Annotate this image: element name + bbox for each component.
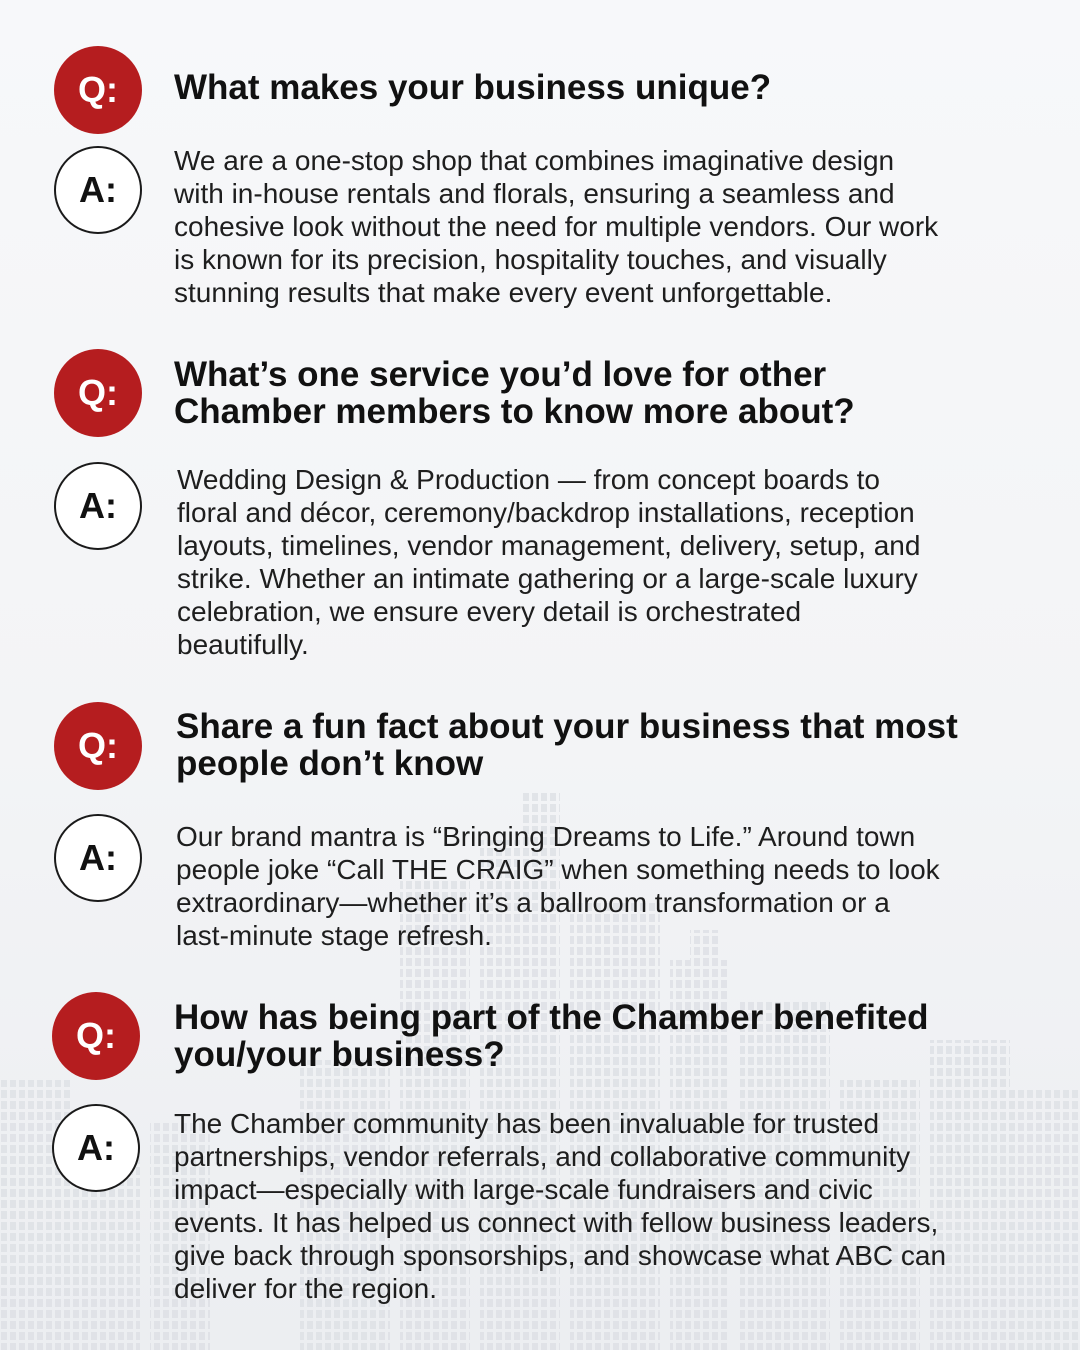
answer-line: stunning results that make every event unforgettable. xyxy=(174,277,833,308)
answer-line: beautifully. xyxy=(177,629,309,660)
answer-line: is known for its precision, hospitality touches, and visually xyxy=(174,244,887,275)
question-line: Chamber members to know more about? xyxy=(174,392,855,431)
answer-text xyxy=(177,463,1037,661)
answer-line: people joke “Call THE CRAIG” when something needs to look xyxy=(176,854,940,885)
answer-badge: A: xyxy=(54,146,142,234)
answer-badge: A: xyxy=(52,1104,140,1192)
answer-line: We are a one-stop shop that combines imaginative design xyxy=(174,145,895,176)
question-line: people don’t know xyxy=(176,744,484,783)
question-line: What’s one service you’d love for other xyxy=(174,355,827,394)
answer-line: celebration, we ensure every detail is orchestrated xyxy=(177,596,802,627)
question-badge: Q: xyxy=(54,702,142,790)
answer-line: extraordinary—whether it’s a ballroom transformation or a xyxy=(176,887,890,918)
question-text xyxy=(174,999,1024,1073)
answer-line: with in-house rentals and florals, ensuring a seamless and xyxy=(174,178,895,209)
question-badge: Q: xyxy=(54,46,142,134)
answer-line: layouts, timelines, vendor management, delivery, setup, and xyxy=(177,530,921,561)
answer-line: strike. Whether an intimate gathering or a large-scale luxury xyxy=(177,563,918,594)
answer-badge: A: xyxy=(54,814,142,902)
answer-line: Our brand mantra is “Bringing Dreams to Life.” Around town xyxy=(176,821,916,852)
question-line: What makes your business unique? xyxy=(174,68,772,107)
answer-text xyxy=(176,820,1036,952)
answer-line: deliver for the region. xyxy=(174,1273,438,1304)
question-line: you/your business? xyxy=(174,1035,505,1074)
question-badge: Q: xyxy=(52,992,140,1080)
question-line: How has being part of the Chamber benefited xyxy=(174,998,929,1037)
answer-line: partnerships, vendor referrals, and collaborative community xyxy=(174,1141,911,1172)
question-badge: Q: xyxy=(54,349,142,437)
question-text xyxy=(174,69,1024,106)
answer-line: last-minute stage refresh. xyxy=(176,920,492,951)
answer-line: give back through sponsorships, and showcase what ABC can xyxy=(174,1240,947,1271)
answer-line: impact—especially with large-scale fundraisers and civic xyxy=(174,1174,873,1205)
answer-line: The Chamber community has been invaluable for trusted xyxy=(174,1108,880,1139)
answer-text xyxy=(174,144,1034,309)
question-text xyxy=(176,708,1026,782)
answer-line: events. It has helped us connect with fellow business leaders, xyxy=(174,1207,939,1238)
answer-badge: A: xyxy=(54,462,142,550)
question-line: Share a fun fact about your business that most xyxy=(176,707,958,746)
answer-line: cohesive look without the need for multiple vendors. Our work xyxy=(174,211,939,242)
answer-text xyxy=(174,1107,1034,1305)
answer-line: floral and décor, ceremony/backdrop installations, reception xyxy=(177,497,915,528)
question-text xyxy=(174,356,1024,430)
answer-line: Wedding Design & Production — from concept boards to xyxy=(177,464,880,495)
